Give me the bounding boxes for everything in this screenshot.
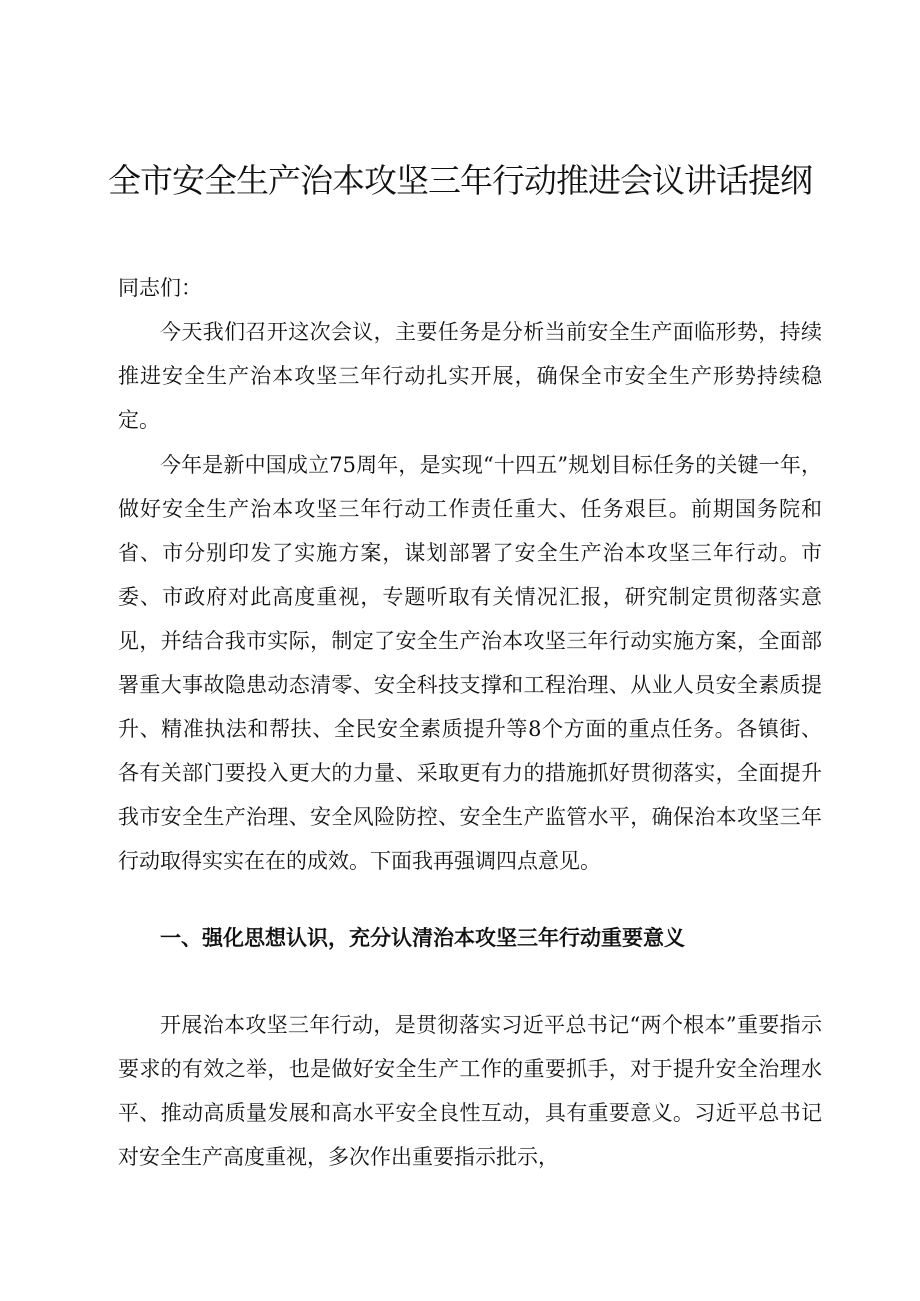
salutation: 同志们： — [118, 276, 202, 300]
paragraph-section-1: 开展治本攻坚三年行动，是贯彻落实习近平总书记“两个根本”重要指示要求的有效之举，也是做好安全生产工作的重要抓手，对于提升安全治理水平、推动高质量发展和高水平安全良性互动，具有重要意义。习近平总书记对安全生产高度重视，多次作出重要指示批示， — [118, 1013, 822, 1169]
paragraph-background: 今年是新中国成立75周年，是实现“十四五”规划目标任务的关键一年，做好安全生产治本攻坚三年行动工作责任重大、任务艰巨。前期国务院和省、市分别印发了实施方案，谋划部署了安全生产治本攻坚三年行动。市委、市政府对此高度重视，专题听取有关情况汇报，研究制定贯彻落实意见，并结合我市实际，制定了安全生产治本攻坚三年行动实施方案，全面部署重大事故隐患动态清零、安全科技支撑和工程治理、从业人员安全素质提升、精准执法和帮扶、全民安全素质提升等8个方面的重点任务。各镇街、各有关部门要投入更大的力量、采取更有力的措施抓好贯彻落实，全面提升我市安全生产治理、安全风险防控、安全生产监管水平，确保治本攻坚三年行动取得实实在在的成效。下面我再强调四点意见。 — [118, 453, 822, 873]
section-heading-1: 一、强化思想认识，充分认清治本攻坚三年行动重要意义 — [160, 926, 685, 950]
paragraph-opening: 今天我们召开这次会议，主要任务是分析当前安全生产面临形势，持续推进安全生产治本攻坚三年行动扎实开展，确保全市安全生产形势持续稳定。 — [118, 320, 822, 432]
document-title: 全市安全生产治本攻坚三年行动推进会议讲话提纲 — [108, 161, 812, 200]
